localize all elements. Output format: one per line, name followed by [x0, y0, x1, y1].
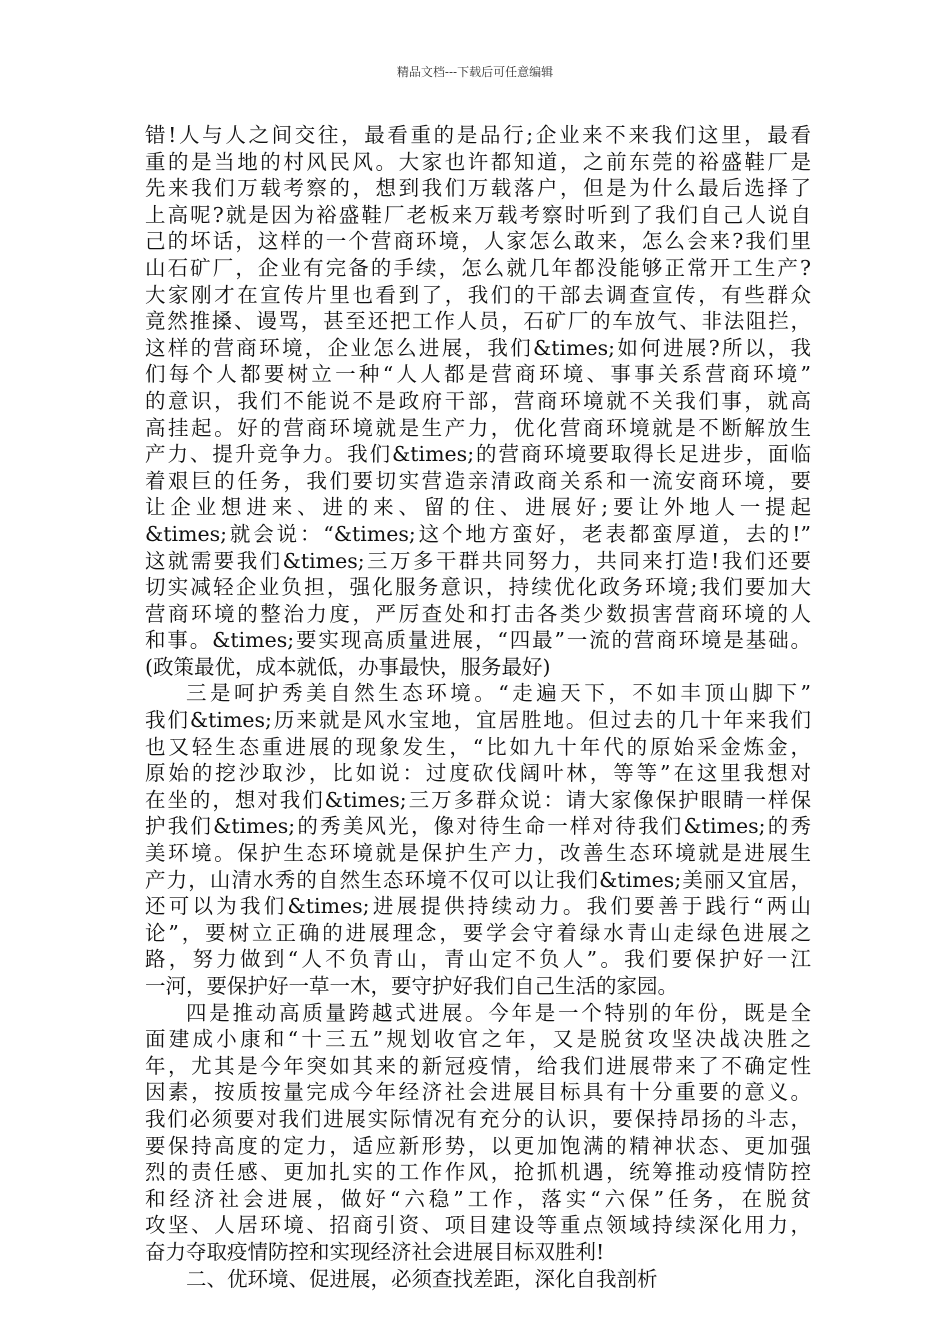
text-line: 大家刚才在宣传片里也看到了，我们的干部去调查宣传，有些群众: [145, 282, 811, 307]
text-line: 还可以为我们&times;进展提供持续动力。我们要善于践行“两山: [145, 894, 811, 919]
text-line: 己的坏话，这样的一个营商环境，人家怎么敢来，怎么会来?我们里: [145, 229, 811, 254]
text-line: 我们&times;历来就是风水宝地，宜居胜地。但过去的几十年来我们: [145, 708, 811, 733]
paragraph: [145, 680, 811, 999]
text-line: 的意识，我们不能说不是政府干部，营商环境就不关我们事，就高: [145, 388, 811, 413]
page-header: 精品文档---下载后可任意编辑: [396, 65, 554, 79]
text-line: 山石矿厂，企业有完备的手续，怎么就几年都没能够正常开工生产?: [145, 255, 811, 280]
paragraph: [145, 1266, 811, 1293]
text-line: 产力，山清水秀的自然生态环境不仅可以让我们&times;美丽又宜居，: [145, 867, 811, 892]
text-line: 原始的挖沙取沙，比如说：过度砍伐阔叶林，等等”在这里我想对: [145, 761, 811, 786]
text-line: 因素，按质按量完成今年经济社会进展目标具有十分重要的意义。: [145, 1080, 811, 1105]
text-line: 竟然推搡、谩骂，甚至还把工作人员，石矿厂的车放气、非法阻拦，: [145, 309, 811, 334]
text-line: 上高呢?就是因为裕盛鞋厂老板来万载考察时听到了我们自己人说自: [145, 202, 811, 227]
text-line: 论”，要树立正确的进展理念，要学会守着绿水青山走绿色进展之: [145, 920, 811, 945]
text-line: 错!人与人之间交往，最看重的是品行;企业来不来我们这里，最看: [145, 123, 811, 147]
text-line: 三是呵护秀美自然生态环境。“走遍天下，不如丰顶山脚下”: [186, 681, 811, 706]
text-line: 高挂起。好的营商环境就是生产力，优化营商环境就是不断解放生: [145, 415, 811, 440]
text-line: 一河，要保护好一草一木，要守护好我们自己生活的家园。: [145, 974, 678, 998]
document-body: [145, 122, 811, 1292]
paragraph: [145, 1000, 811, 1266]
text-line: 让企业想进来、进的来、留的住、进展好;要让外地人一提起: [145, 495, 811, 520]
text-line: 也又轻生态重进展的现象发生，“比如九十年代的原始采金炼金，: [145, 734, 811, 759]
text-line: 和事。&times;要实现高质量进展，“四最”一流的营商环境是基础。: [145, 628, 811, 653]
text-line: 切实减轻企业负担，强化服务意识，持续优化政务环境;我们要加大: [145, 575, 811, 600]
text-line: 这样的营商环境，企业怎么进展，我们&times;如何进展?所以，我: [145, 335, 811, 360]
text-line: 这就需要我们&times;三万多干群共同努力，共同来打造!我们还要: [145, 548, 811, 573]
text-line: 重的是当地的村风民风。大家也许都知道，之前东莞的裕盛鞋厂是: [145, 149, 811, 174]
text-line: 烈的责任感、更加扎实的工作作风，抢抓机遇，统筹推动疫情防控: [145, 1160, 811, 1185]
text-line: 营商环境的整治力度，严厉查处和打击各类少数损害营商环境的人: [145, 601, 811, 626]
text-line: 美环境。保护生态环境就是保护生产力，改善生态环境就是进展生: [145, 841, 811, 866]
text-line: 我们必须要对我们进展实际情况有充分的认识，要保持昂扬的斗志，: [145, 1106, 811, 1131]
text-line: 面建成小康和“十三五”规划收官之年，又是脱贫攻坚决战决胜之: [145, 1027, 811, 1052]
text-line: 奋力夺取疫情防控和实现经济社会进展目标双胜利!: [145, 1239, 605, 1264]
paragraph: [145, 122, 811, 680]
text-line: 着艰巨的任务，我们要切实营造亲清政商关系和一流安商环境，要: [145, 468, 811, 493]
text-line: 四是推动高质量跨越式进展。今年是一个特别的年份，既是全: [186, 1000, 811, 1025]
text-line: 攻坚、人居环境、招商引资、项目建设等重点领域持续深化用力，: [145, 1213, 811, 1238]
text-line: 们每个人都要树立一种“人人都是营商环境、事事关系营商环境”: [145, 362, 811, 387]
text-line: 路，努力做到“人不负青山，青山定不负人”。我们要保护好一江: [145, 947, 811, 972]
text-line: 先来我们万载考察的，想到我们万载落户，但是为什么最后选择了: [145, 176, 811, 201]
text-line: &times;就会说：“&times;这个地方蛮好，老表都蛮厚道，去的!”: [145, 521, 811, 546]
text-line: 二、优环境、促进展，必须查找差距，深化自我剖析: [186, 1266, 658, 1291]
text-line: 在坐的，想对我们&times;三万多群众说：请大家像保护眼睛一样保: [145, 787, 811, 812]
text-line: 年，尤其是今年突如其来的新冠疫情，给我们进展带来了不确定性: [145, 1053, 811, 1078]
text-line: (政策最优，成本就低，办事最快，服务最好): [145, 654, 551, 679]
text-line: 要保持高度的定力，适应新形势，以更加饱满的精神状态、更加强: [145, 1133, 811, 1158]
text-line: 和经济社会进展，做好“六稳”工作，落实“六保”任务，在脱贫: [145, 1186, 811, 1211]
text-line: 产力、提升竞争力。我们&times;的营商环境要取得长足进步，面临: [145, 442, 811, 467]
text-line: 护我们&times;的秀美风光，像对待生命一样对待我们&times;的秀: [145, 814, 811, 839]
